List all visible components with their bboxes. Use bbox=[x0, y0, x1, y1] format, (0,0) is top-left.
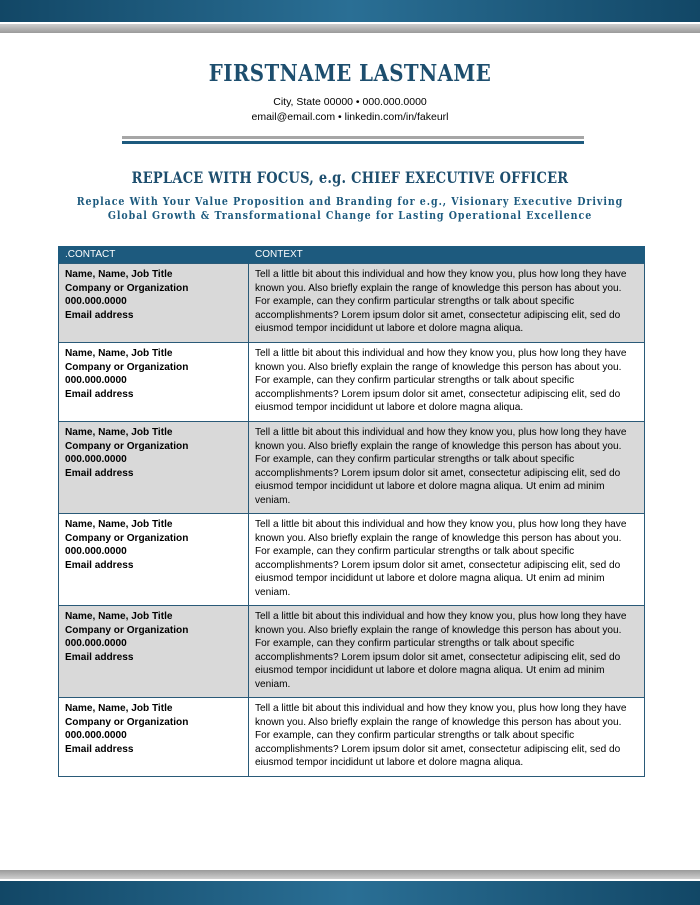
reference-email: Email address bbox=[65, 388, 134, 400]
bottom-gray-rule bbox=[0, 870, 700, 879]
reference-phone: 000.000.0000 bbox=[65, 375, 127, 387]
reference-phone: 000.000.0000 bbox=[65, 546, 127, 558]
reference-contact-cell bbox=[59, 422, 249, 514]
table-row bbox=[59, 264, 645, 343]
table-row bbox=[59, 422, 645, 514]
references-table bbox=[58, 246, 645, 777]
reference-email: Email address bbox=[65, 467, 134, 479]
table-row bbox=[59, 514, 645, 606]
reference-contact-cell bbox=[59, 264, 249, 343]
table-row bbox=[59, 606, 645, 698]
top-gray-rule bbox=[0, 24, 700, 33]
reference-email: Email address bbox=[65, 309, 134, 321]
reference-contact-cell bbox=[59, 343, 249, 422]
reference-phone: 000.000.0000 bbox=[65, 454, 127, 466]
reference-name: Name, Name, Job Title bbox=[65, 703, 173, 714]
reference-context-cell: Tell a little bit about this individual and how they know you, plus how long they have known you. Also briefly explain the range of knowledge this person has about you. For example, can they confirm particular strengths or talk about specific accomplishments? Lorem ipsum dolor sit amet, consectetur adipiscing elit, sed do eiusmod tempor incididunt ut labore et dolore magna aliqua. bbox=[249, 264, 645, 343]
contact-line-email-linkedin: email@email.com • linkedin.com/in/fakeurl bbox=[251, 111, 449, 123]
table-row bbox=[59, 698, 645, 777]
candidate-name: FIRSTNAME LASTNAME bbox=[208, 60, 492, 87]
header-divider-blue bbox=[122, 141, 584, 144]
reference-context-cell: Tell a little bit about this individual and how they know you, plus how long they have known you. Also briefly explain the range of knowledge this person has about you. For example, can they confirm particular strengths or talk about specific accomplishments? Lorem ipsum dolor sit amet, consectetur adipiscing elit, sed do eiusmod tempor incididunt ut labore et dolore magna aliqua. bbox=[249, 343, 645, 422]
reference-name: Name, Name, Job Title bbox=[65, 611, 173, 622]
reference-contact-cell bbox=[59, 606, 249, 698]
top-decorative-bar bbox=[0, 0, 700, 22]
reference-phone: 000.000.0000 bbox=[65, 638, 127, 650]
reference-company: Company or Organization bbox=[65, 624, 189, 636]
reference-name: Name, Name, Job Title bbox=[65, 519, 173, 530]
reference-name: Name, Name, Job Title bbox=[65, 269, 173, 280]
bottom-decorative-bar bbox=[0, 881, 700, 905]
column-header-context: CONTEXT bbox=[249, 246, 645, 264]
reference-company: Company or Organization bbox=[65, 716, 189, 728]
reference-company: Company or Organization bbox=[65, 361, 189, 373]
reference-company: Company or Organization bbox=[65, 282, 189, 294]
reference-context-cell: Tell a little bit about this individual and how they know you, plus how long they have known you. Also briefly explain the range of knowledge this person has about you. For example, can they confirm particular strengths or talk about specific accomplishments? Lorem ipsum dolor sit amet, consectetur adipiscing elit, sed do eiusmod tempor incididunt ut labore et dolore magna aliqua. Ut enim ad minim veniam. bbox=[249, 422, 645, 514]
focus-title: REPLACE WITH FOCUS, e.g. CHIEF EXECUTIVE OFFICER bbox=[131, 168, 569, 187]
reference-context-cell: Tell a little bit about this individual and how they know you, plus how long they have known you. Also briefly explain the range of knowledge this person has about you. For example, can they confirm particular strengths or talk about specific accomplishments? Lorem ipsum dolor sit amet, consectetur adipiscing elit, sed do eiusmod tempor incididunt ut labore et dolore magna aliqua. Ut enim ad minim veniam. bbox=[249, 514, 645, 606]
reference-context-cell: Tell a little bit about this individual and how they know you, plus how long they have known you. Also briefly explain the range of knowledge this person has about you. For example, can they confirm particular strengths or talk about specific accomplishments? Lorem ipsum dolor sit amet, consectetur adipiscing elit, sed do eiusmod tempor incididunt ut labore et dolore magna aliqua. Ut enim ad minim veniam. bbox=[249, 606, 645, 698]
reference-contact-cell bbox=[59, 514, 249, 606]
reference-company: Company or Organization bbox=[65, 440, 189, 452]
contact-line-location-phone: City, State 00000 • 000.000.0000 bbox=[273, 96, 427, 108]
reference-name: Name, Name, Job Title bbox=[65, 348, 173, 359]
reference-contact-cell bbox=[59, 698, 249, 777]
table-header-row bbox=[59, 246, 645, 264]
reference-email: Email address bbox=[65, 743, 134, 755]
reference-phone: 000.000.0000 bbox=[65, 730, 127, 742]
header-divider-gray bbox=[122, 136, 584, 139]
reference-company: Company or Organization bbox=[65, 532, 189, 544]
table-row bbox=[59, 343, 645, 422]
reference-email: Email address bbox=[65, 559, 134, 571]
reference-phone: 000.000.0000 bbox=[65, 296, 127, 308]
reference-name: Name, Name, Job Title bbox=[65, 427, 173, 438]
reference-context-cell: Tell a little bit about this individual and how they know you, plus how long they have known you. Also briefly explain the range of knowledge this person has about you. For example, can they confirm particular strengths or talk about specific accomplishments? Lorem ipsum dolor sit amet, consectetur adipiscing elit, sed do eiusmod tempor incididunt ut labore et dolore magna aliqua. bbox=[249, 698, 645, 777]
reference-email: Email address bbox=[65, 651, 134, 663]
branding-line-2: Global Growth & Transformational Change for Lasting Operational Excellence bbox=[107, 209, 593, 222]
column-header-contact: .CONTACT bbox=[59, 246, 249, 264]
branding-line-1: Replace With Your Value Proposition and Branding for e.g., Visionary Executive Driving bbox=[76, 195, 624, 208]
